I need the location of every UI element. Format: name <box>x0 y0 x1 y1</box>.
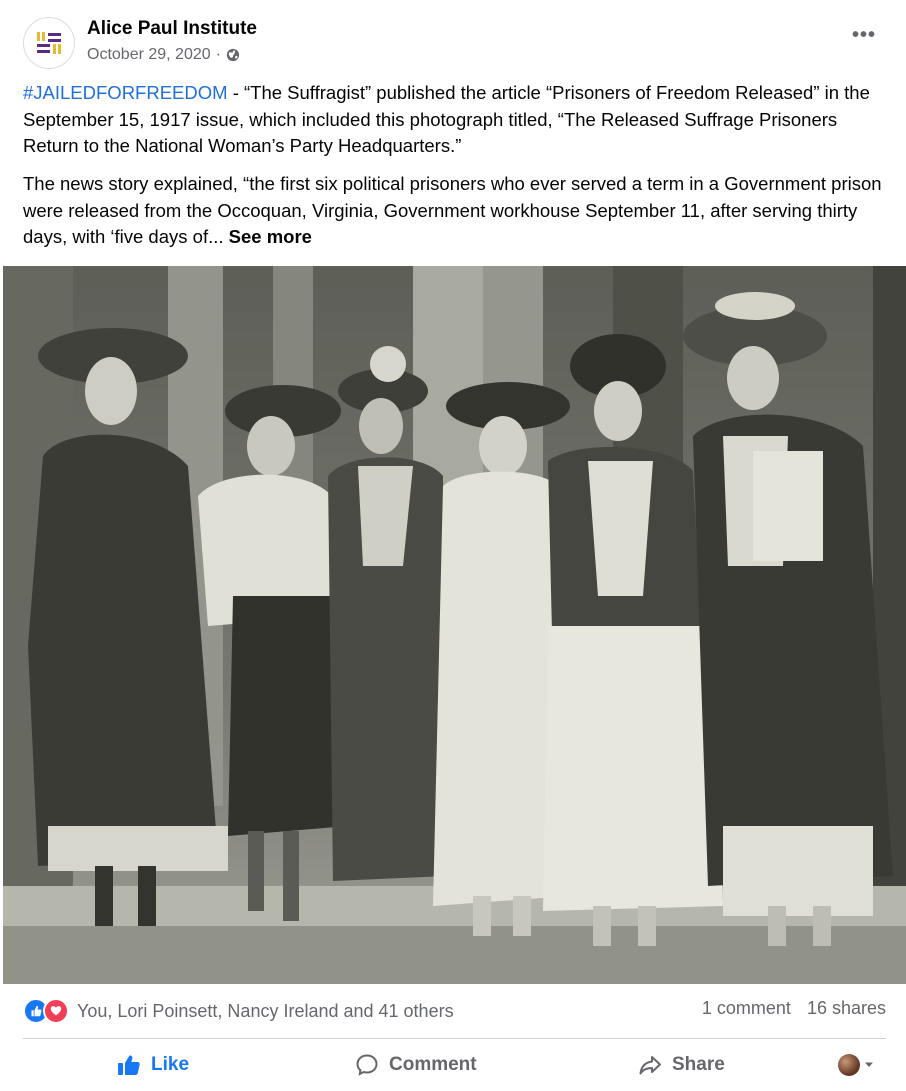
love-reaction-icon <box>43 998 69 1024</box>
hashtag-link[interactable]: #JAILEDFORFREEDOM <box>23 82 228 103</box>
paragraph-2-text: The news story explained, “the first six political prisoners who ever served a term in a Government prison were released from the Occoquan, Virginia, Government workhouse September 11, after serving thirty days, with ‘five days of... <box>23 173 882 247</box>
reaction-icons <box>23 998 69 1024</box>
user-avatar <box>838 1054 860 1076</box>
comment-label: Comment <box>389 1054 477 1075</box>
comments-count-link[interactable]: 1 comment <box>701 998 791 1018</box>
post-paragraph-2 <box>23 171 883 251</box>
see-more-link[interactable]: See more <box>228 226 312 247</box>
meta-separator: · <box>215 46 221 63</box>
share-label: Share <box>672 1054 725 1075</box>
page-avatar[interactable] <box>23 17 75 69</box>
thumbs-up-icon <box>117 1054 141 1076</box>
share-button[interactable] <box>638 1050 725 1080</box>
post-paragraph-1 <box>23 80 883 160</box>
share-icon <box>638 1053 662 1077</box>
more-options-button[interactable]: ••• <box>851 24 876 46</box>
logo-icon <box>34 28 64 58</box>
like-label: Like <box>151 1054 190 1075</box>
actions-divider <box>23 1038 886 1039</box>
page-name-link[interactable]: Alice Paul Institute <box>87 18 257 39</box>
like-button[interactable] <box>117 1050 189 1080</box>
globe-icon[interactable] <box>226 48 240 62</box>
suffragists-photograph <box>3 266 906 984</box>
engagement-counts <box>702 998 886 1019</box>
shares-count-link[interactable]: 16 shares <box>806 998 886 1018</box>
reactors-text[interactable]: You, Lori Poinsett, Nancy Ireland and 41 others <box>77 1000 454 1021</box>
reactions-summary[interactable] <box>23 998 454 1024</box>
comment-button[interactable] <box>355 1050 477 1080</box>
comment-icon <box>355 1053 379 1077</box>
react-as-selector[interactable] <box>838 1054 874 1076</box>
post-date-link[interactable]: October 29, 2020 <box>87 46 211 63</box>
paragraph-1-text: - “The Suffragist” published the article “Prisoners of Freedom Released” in the September 15, 1917 issue, which included this photograph titled, “The Released Suffrage Prisoners Return to the National Woman’s Party Headquarters.” <box>23 82 870 156</box>
post-meta <box>87 46 240 64</box>
caret-down-icon <box>864 1061 874 1069</box>
post-photo[interactable] <box>3 266 906 984</box>
